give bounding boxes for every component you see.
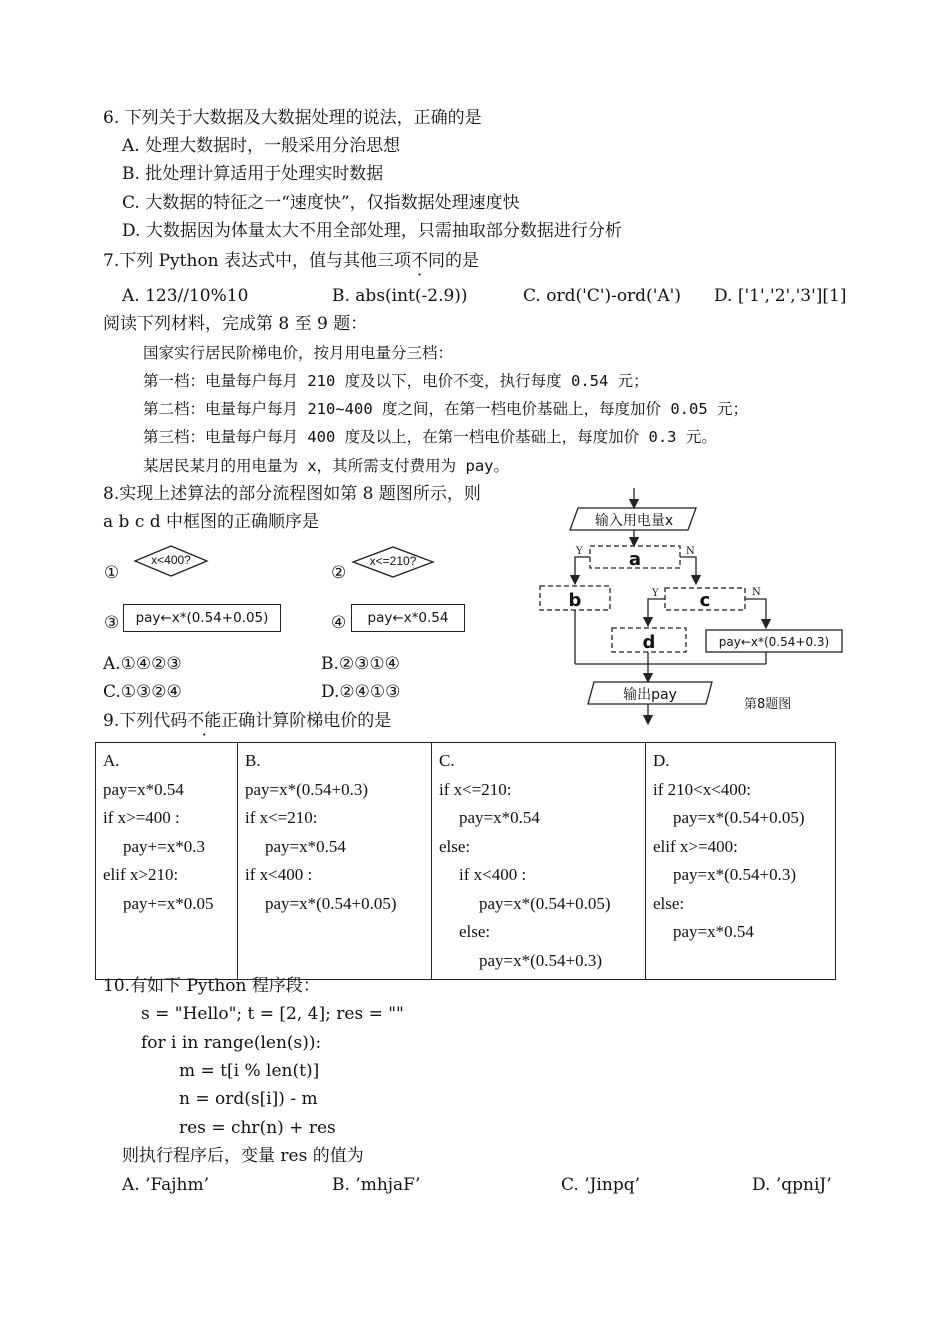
q6-stem: 6. 下列关于大数据及大数据处理的说法，正确的是 xyxy=(103,108,482,128)
material-intro: 阅读下列材料，完成第 8 至 9 题： xyxy=(103,314,368,334)
q8-option-d: D.②④①③ xyxy=(321,682,401,702)
material-line-5: 某居民某月的用电量为 x，其所需支付费用为 pay。 xyxy=(143,457,509,475)
q9-code-line: else: xyxy=(439,836,471,856)
flowchart-a-no: N xyxy=(686,546,695,557)
q8-stem-line1: 8.实现上述算法的部分流程图如第 8 题图所示，则 xyxy=(103,484,481,504)
q9-code-line: if x<=210: xyxy=(245,808,318,827)
flowchart-input-label: 输入用电量x xyxy=(594,513,674,529)
q9-code-line: pay=x*0.54 xyxy=(673,922,754,941)
q8-item4-box: pay←x*0.54 xyxy=(351,604,465,632)
q9-code-line: pay=x*(0.54+0.3) xyxy=(245,779,369,799)
q8-item1-text: x<400? xyxy=(151,553,191,567)
q10-code-line-2: for i in range(len(s)): xyxy=(141,1033,322,1053)
q9-code-line: pay=x*(0.54+0.05) xyxy=(265,893,397,913)
flowchart-d-label: d xyxy=(642,632,656,653)
q9-code-line: pay=x*0.54 xyxy=(459,808,540,827)
q10-code-line-4: n = ord(s[i]) - m xyxy=(179,1089,318,1109)
flowchart-right-box-label: pay←x*(0.54+0.3) xyxy=(718,635,830,649)
flowchart-output-label: 输出pay xyxy=(623,687,677,703)
q8-stem-line2: a b c d 中框图的正确顺序是 xyxy=(103,512,320,532)
q6-option-c: C. 大数据的特征之一“速度快”，仅指数据处理速度快 xyxy=(122,193,520,213)
q9-col-c xyxy=(432,743,646,980)
q9-code-line: pay+=x*0.05 xyxy=(123,893,214,913)
q9-code-line: pay=x*(0.54+0.05) xyxy=(673,808,805,827)
q8-item1-number: ① xyxy=(104,563,120,583)
q9-code-line: elif x>=400: xyxy=(653,836,738,856)
q9-col-b xyxy=(238,743,432,980)
q9-code-line: pay=x*0.54 xyxy=(103,779,184,799)
q7-option-a: A. 123//10%10 xyxy=(122,286,249,306)
q10-option-c: C. ’Jinpq’ xyxy=(561,1175,640,1195)
q9-code-line: else: xyxy=(653,893,685,913)
q9-option-label: B. xyxy=(245,751,261,770)
q6-option-b: B. 批处理计算适用于处理实时数据 xyxy=(122,164,384,184)
q9-stem: 9.下列代码不能正确计算阶梯电价的是 xyxy=(103,711,392,731)
flowchart-caption: 第8题图 xyxy=(744,697,792,712)
q9-code-line: pay=x*(0.54+0.05) xyxy=(479,893,611,913)
q10-stem: 10.有如下 Python 程序段： xyxy=(103,976,320,996)
q8-item2-text: x<=210? xyxy=(369,554,417,568)
q9-code-table xyxy=(95,742,836,980)
q9-code-line: pay+=x*0.3 xyxy=(123,836,205,856)
flowchart-b-label: b xyxy=(568,590,582,611)
q8-option-c: C.①③②④ xyxy=(103,682,182,702)
q10-option-b: B. ’mhjaF’ xyxy=(332,1175,421,1195)
q9-col-a xyxy=(96,743,238,980)
q8-item3-number: ③ xyxy=(104,613,120,633)
q10-code-line-5: res = chr(n) + res xyxy=(179,1118,336,1138)
q9-option-label: D. xyxy=(653,751,670,770)
q10-code-line-3: m = t[i % len(t)] xyxy=(179,1061,320,1081)
q9-code-line: if x<=210: xyxy=(439,779,512,799)
material-line-1: 国家实行居民阶梯电价，按月用电量分三档： xyxy=(143,344,454,362)
q6-option-a: A. 处理大数据时，一般采用分治思想 xyxy=(122,136,401,156)
q8-item3-box: pay←x*(0.54+0.05) xyxy=(123,604,281,632)
flowchart-c-yes: Y xyxy=(652,588,659,599)
q9-code-line: if x>=400 : xyxy=(103,808,180,827)
q9-code-line: if x<400 : xyxy=(245,865,313,884)
q7-option-b: B. abs(int(-2.9)) xyxy=(332,286,468,306)
flowchart-c-label: c xyxy=(699,590,711,611)
q10-option-a: A. ’Fajhm’ xyxy=(122,1175,210,1195)
q9-code-line: if x<400 : xyxy=(459,865,527,884)
q9-emphasis: 不能 xyxy=(187,711,222,731)
q7-option-c: C. ord('C')-ord('A') xyxy=(523,286,681,306)
q8-option-a: A.①④②③ xyxy=(103,654,182,674)
q7-emphasis: 不 xyxy=(411,251,429,271)
q9-code-line: if 210<x<400: xyxy=(653,779,752,799)
q10-question: 则执行程序后，变量 res 的值为 xyxy=(122,1146,364,1166)
q9-col-d xyxy=(646,743,836,980)
material-line-3: 第二档：电量每户每月 210~400 度之间，在第一档电价基础上，每度加价 0.05 元； xyxy=(143,400,748,418)
material-line-2: 第一档：电量每户每月 210 度及以下，电价不变，执行每度 0.54 元； xyxy=(143,372,649,390)
q9-option-label: C. xyxy=(439,751,455,770)
flowchart-c-no: N xyxy=(752,587,761,598)
material-line-4: 第三档：电量每户每月 400 度及以上，在第一档电价基础上，每度加价 0.3 元。 xyxy=(143,428,717,446)
q8-item2-number: ② xyxy=(331,563,347,583)
q9-option-label: A. xyxy=(103,751,120,770)
q10-option-d: D. ’qpniJ’ xyxy=(752,1175,832,1195)
q9-code-line: pay=x*(0.54+0.3) xyxy=(673,865,797,884)
q9-code-line: pay=x*(0.54+0.3) xyxy=(479,950,603,970)
q8-option-b: B.②③①④ xyxy=(321,654,400,674)
q8-flowchart xyxy=(530,480,860,725)
q9-code-line: elif x>210: xyxy=(103,865,179,884)
q7-option-d: D. ['1','2','3'][1] xyxy=(714,286,847,306)
flowchart-a-yes: Y xyxy=(576,546,583,557)
q7-stem: 7.下列 Python 表达式中，值与其他三项不同的是 xyxy=(103,251,480,271)
q8-item4-number: ④ xyxy=(331,613,347,633)
q6-option-d: D. 大数据因为体量太大不用全部处理，只需抽取部分数据进行分析 xyxy=(122,221,622,241)
q9-code-line: else: xyxy=(459,922,491,941)
q9-code-line: pay=x*0.54 xyxy=(265,836,346,856)
flowchart-a-label: a xyxy=(628,549,642,570)
q10-code-line-1: s = "Hello"; t = [2, 4]; res = "" xyxy=(141,1004,404,1024)
